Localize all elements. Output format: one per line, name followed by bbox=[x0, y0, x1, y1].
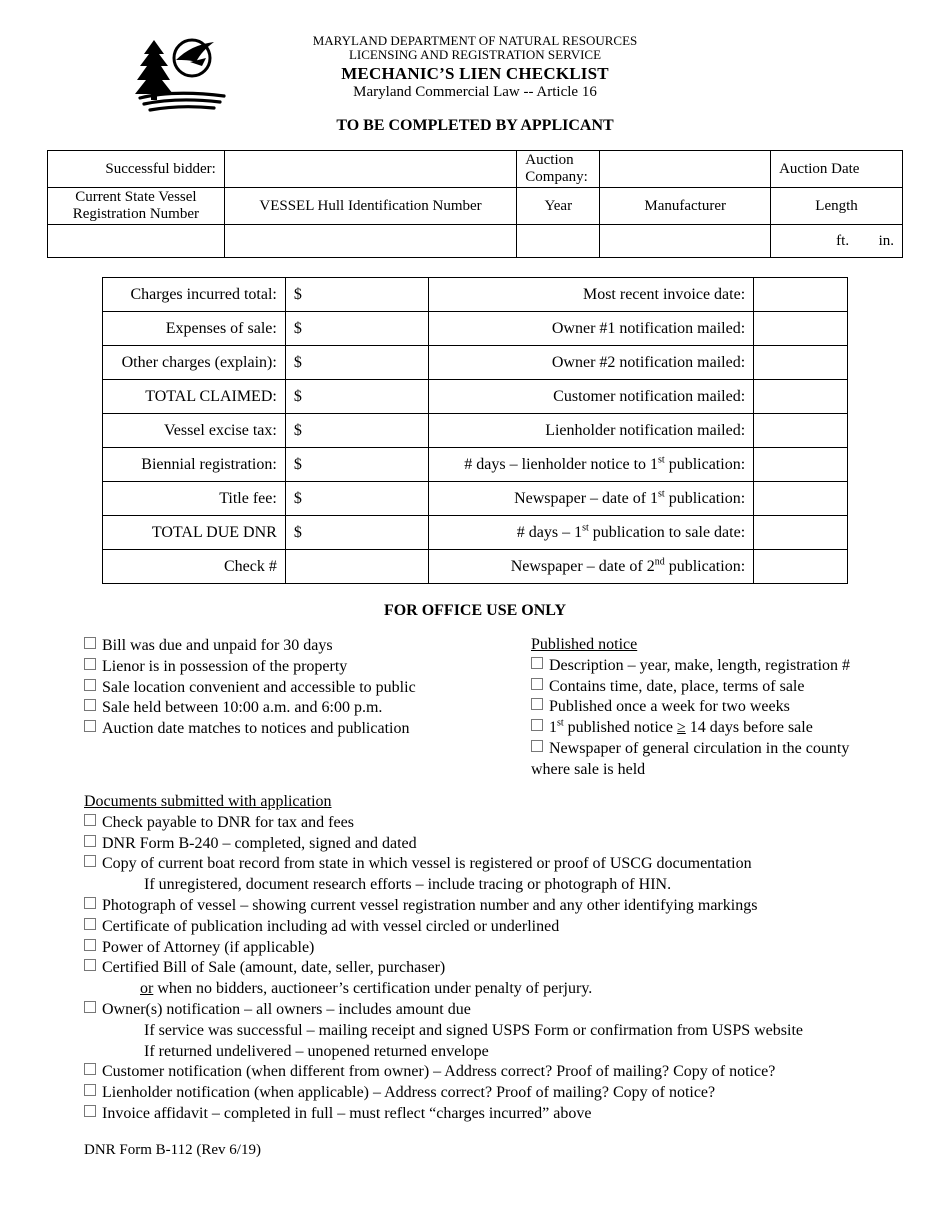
days-field[interactable] bbox=[754, 516, 848, 550]
date-field[interactable] bbox=[754, 346, 848, 380]
length-in-label: in. bbox=[878, 232, 894, 249]
table-row bbox=[103, 312, 848, 346]
checklist-item-label: Auction date matches to notices and publication bbox=[102, 720, 410, 738]
checklist-item-label: Contains time, date, place, terms of sale bbox=[549, 677, 805, 695]
published-notice-heading: Published notice bbox=[531, 636, 638, 653]
table-row bbox=[103, 278, 848, 312]
checklist-item bbox=[531, 656, 850, 677]
successful-bidder-field[interactable] bbox=[224, 151, 517, 188]
charges-label: Other charges (explain): bbox=[103, 346, 286, 380]
date-field[interactable] bbox=[754, 482, 848, 516]
table-row bbox=[103, 448, 848, 482]
office-checklist-right bbox=[531, 635, 850, 781]
superscript: st bbox=[557, 717, 564, 729]
checklist-subitem: If unregistered, document research efforts – include tracing or photograph of HIN. bbox=[144, 876, 672, 894]
label-text: 1 bbox=[549, 719, 557, 737]
checkbox[interactable] bbox=[84, 699, 96, 711]
charges-amount-field[interactable]: $ bbox=[285, 380, 428, 414]
checklist-item-label: Power of Attorney (if applicable) bbox=[102, 938, 315, 956]
checkbox[interactable] bbox=[84, 1084, 96, 1096]
auction-company-field[interactable] bbox=[600, 151, 771, 188]
checklist-item bbox=[531, 718, 850, 739]
charges-label: Vessel excise tax: bbox=[103, 414, 286, 448]
year-field[interactable] bbox=[517, 225, 600, 258]
checklist-item bbox=[84, 1000, 803, 1021]
form-number-footer: DNR Form B-112 (Rev 6/19) bbox=[84, 1142, 261, 1158]
checklist-item-label: Check payable to DNR for tax and fees bbox=[102, 813, 354, 831]
charges-label: Title fee: bbox=[103, 482, 286, 516]
checklist-item bbox=[84, 1104, 803, 1125]
checkbox[interactable] bbox=[84, 637, 96, 649]
checklist-item bbox=[84, 698, 416, 719]
registration-number-header: Current State Vessel Registration Number bbox=[48, 188, 225, 225]
checklist-item-label: Newspaper of general circulation in the county bbox=[549, 739, 850, 757]
checkbox[interactable] bbox=[531, 719, 543, 731]
checkbox[interactable] bbox=[84, 814, 96, 826]
checkbox[interactable] bbox=[531, 657, 543, 669]
checklist-subitem: If returned undelivered – unopened returned envelope bbox=[144, 1042, 489, 1060]
label-text: Newspaper – date of 2 bbox=[510, 557, 655, 575]
checkbox[interactable] bbox=[84, 939, 96, 951]
page-subtitle: Maryland Commercial Law -- Article 16 bbox=[353, 84, 597, 100]
registration-number-field[interactable] bbox=[48, 225, 225, 258]
length-ft-label: ft. bbox=[836, 232, 850, 249]
checklist-item-label: Published once a week for two weeks bbox=[549, 698, 790, 716]
superscript: nd bbox=[654, 556, 665, 568]
charges-label: Biennial registration: bbox=[103, 448, 286, 482]
checkbox[interactable] bbox=[84, 679, 96, 691]
date-label: Owner #1 notification mailed: bbox=[428, 312, 754, 346]
checklist-item bbox=[531, 677, 850, 698]
date-field[interactable] bbox=[754, 278, 848, 312]
checklist-item bbox=[84, 657, 416, 678]
table-row bbox=[103, 380, 848, 414]
checklist-item bbox=[84, 719, 416, 740]
date-field[interactable] bbox=[754, 414, 848, 448]
checkbox[interactable] bbox=[84, 835, 96, 847]
date-label: Most recent invoice date: bbox=[428, 278, 754, 312]
checklist-item bbox=[84, 854, 803, 875]
checklist-item-label: Description – year, make, length, registration # bbox=[549, 656, 851, 674]
checklist-item-label: Copy of current boat record from state in which vessel is registered or proof of USCG documentation bbox=[102, 855, 752, 873]
auction-date-label: Auction Date bbox=[771, 151, 903, 188]
checklist-item-label: Lienholder notification (when applicable) – Address correct? Proof of mailing? Copy of notice? bbox=[102, 1084, 716, 1102]
superscript: st bbox=[582, 522, 589, 534]
label-text: # days – lienholder notice to 1 bbox=[464, 455, 659, 473]
checklist-item-label: Photograph of vessel – showing current vessel registration number and any other identifying markings bbox=[102, 896, 758, 914]
hin-header: VESSEL Hull Identification Number bbox=[224, 188, 517, 225]
length-field[interactable] bbox=[771, 225, 903, 258]
checkbox[interactable] bbox=[531, 698, 543, 710]
checklist-item bbox=[84, 636, 416, 657]
date-label bbox=[428, 550, 754, 584]
agency-header bbox=[0, 34, 950, 62]
superscript: st bbox=[658, 488, 665, 500]
superscript: st bbox=[658, 454, 665, 466]
manufacturer-header: Manufacturer bbox=[600, 188, 771, 225]
checkbox[interactable] bbox=[531, 678, 543, 690]
charges-label: TOTAL DUE DNR bbox=[103, 516, 286, 550]
charges-label: Expenses of sale: bbox=[103, 312, 286, 346]
table-row bbox=[103, 516, 848, 550]
or-word: or bbox=[140, 980, 154, 998]
checklist-item-label: Certificate of publication including ad with vessel circled or underlined bbox=[102, 917, 560, 935]
checklist-item-label: Certified Bill of Sale (amount, date, seller, purchaser) bbox=[102, 959, 446, 977]
manufacturer-field[interactable] bbox=[600, 225, 771, 258]
ge-symbol: ≥ bbox=[676, 719, 686, 737]
checklist-subitem bbox=[84, 979, 803, 1000]
charges-label: Charges incurred total: bbox=[103, 278, 286, 312]
checklist-item bbox=[84, 1083, 803, 1104]
date-field[interactable] bbox=[754, 380, 848, 414]
length-header: Length bbox=[771, 188, 903, 225]
checklist-item bbox=[84, 958, 803, 979]
charges-label: TOTAL CLAIMED: bbox=[103, 380, 286, 414]
table-row bbox=[103, 482, 848, 516]
checklist-item-label: Invoice affidavit – completed in full – must reflect “charges incurred” above bbox=[102, 1104, 592, 1122]
checkbox[interactable] bbox=[84, 1063, 96, 1075]
date-label bbox=[428, 448, 754, 482]
date-field[interactable] bbox=[754, 312, 848, 346]
charges-label: Check # bbox=[103, 550, 286, 584]
checkbox[interactable] bbox=[531, 740, 543, 752]
date-label: Lienholder notification mailed: bbox=[428, 414, 754, 448]
checkbox[interactable] bbox=[84, 1001, 96, 1013]
hin-field[interactable] bbox=[224, 225, 517, 258]
checkbox[interactable] bbox=[84, 855, 96, 867]
office-checklist-left bbox=[84, 636, 416, 740]
checklist-item-label: DNR Form B-240 – completed, signed and dated bbox=[102, 834, 417, 852]
checkbox[interactable] bbox=[84, 897, 96, 909]
checklist-subitem: If service was successful – mailing receipt and signed USPS Form or confirmation from USPS website bbox=[144, 1021, 803, 1039]
table-row bbox=[103, 346, 848, 380]
checklist-item-continuation: where sale is held bbox=[531, 760, 646, 778]
date-label: Owner #2 notification mailed: bbox=[428, 346, 754, 380]
office-use-heading: FOR OFFICE USE ONLY bbox=[383, 602, 567, 619]
label-text: 14 days before sale bbox=[685, 719, 813, 737]
checkbox[interactable] bbox=[84, 918, 96, 930]
checklist-item-label: Sale held between 10:00 a.m. and 6:00 p.m. bbox=[102, 699, 383, 717]
documents-checklist bbox=[84, 792, 803, 1125]
charges-amount-field[interactable]: $ bbox=[285, 516, 428, 550]
label-text: Newspaper – date of 1 bbox=[514, 489, 659, 507]
checklist-item bbox=[84, 938, 803, 959]
checklist-item bbox=[84, 1062, 803, 1083]
charges-amount-field[interactable]: $ bbox=[285, 312, 428, 346]
charges-amount-field[interactable]: $ bbox=[285, 448, 428, 482]
checkbox[interactable] bbox=[84, 1105, 96, 1117]
auction-company-label: Auction Company: bbox=[517, 151, 600, 188]
label-text: when no bidders, auctioneer’s certification under penalty of perjury. bbox=[153, 980, 593, 998]
checklist-item bbox=[84, 813, 803, 834]
label-text: publication: bbox=[664, 489, 746, 507]
charges-amount-field[interactable]: $ bbox=[285, 482, 428, 516]
charges-amount-field[interactable]: $ bbox=[285, 414, 428, 448]
table-row bbox=[103, 550, 848, 584]
documents-heading: Documents submitted with application bbox=[84, 793, 332, 810]
label-text: publication: bbox=[664, 557, 746, 575]
checklist-item bbox=[84, 896, 803, 917]
checklist-item-label: Bill was due and unpaid for 30 days bbox=[102, 637, 333, 654]
date-label bbox=[428, 516, 754, 550]
table-row bbox=[103, 414, 848, 448]
checklist-item-label: Sale location convenient and accessible to public bbox=[102, 678, 416, 696]
agency-name: MARYLAND DEPARTMENT OF NATURAL RESOURCES bbox=[312, 33, 638, 48]
checklist-item bbox=[84, 834, 803, 855]
charges-amount-field[interactable]: $ bbox=[285, 278, 428, 312]
page-title: MECHANIC’S LIEN CHECKLIST bbox=[341, 64, 609, 83]
charges-table bbox=[102, 277, 848, 584]
charges-amount-field[interactable]: $ bbox=[285, 346, 428, 380]
applicant-heading: TO BE COMPLETED BY APPLICANT bbox=[336, 117, 614, 134]
label-text: # days – 1 bbox=[516, 523, 583, 541]
checkbox[interactable] bbox=[84, 720, 96, 732]
date-label: Customer notification mailed: bbox=[428, 380, 754, 414]
checkbox[interactable] bbox=[84, 959, 96, 971]
label-text: published notice bbox=[563, 719, 677, 737]
year-header: Year bbox=[517, 188, 600, 225]
checklist-item-label: Owner(s) notification – all owners – includes amount due bbox=[102, 1000, 471, 1018]
service-name: LICENSING AND REGISTRATION SERVICE bbox=[348, 47, 602, 62]
successful-bidder-label: Successful bidder: bbox=[48, 151, 225, 188]
checklist-item-label: Customer notification (when different from owner) – Address correct? Proof of mailing? Copy of notice? bbox=[102, 1063, 776, 1081]
days-field[interactable] bbox=[754, 448, 848, 482]
label-text: publication: bbox=[664, 455, 746, 473]
checklist-item bbox=[84, 678, 416, 699]
vessel-info-table bbox=[47, 150, 903, 258]
check-number-field[interactable] bbox=[285, 550, 428, 584]
checklist-item-label: Lienor is in possession of the property bbox=[102, 657, 348, 675]
date-label bbox=[428, 482, 754, 516]
checkbox[interactable] bbox=[84, 658, 96, 670]
checklist-item bbox=[531, 697, 850, 718]
checklist-item bbox=[84, 917, 803, 938]
label-text: publication to sale date: bbox=[588, 523, 746, 541]
checklist-item bbox=[531, 739, 850, 760]
date-field[interactable] bbox=[754, 550, 848, 584]
